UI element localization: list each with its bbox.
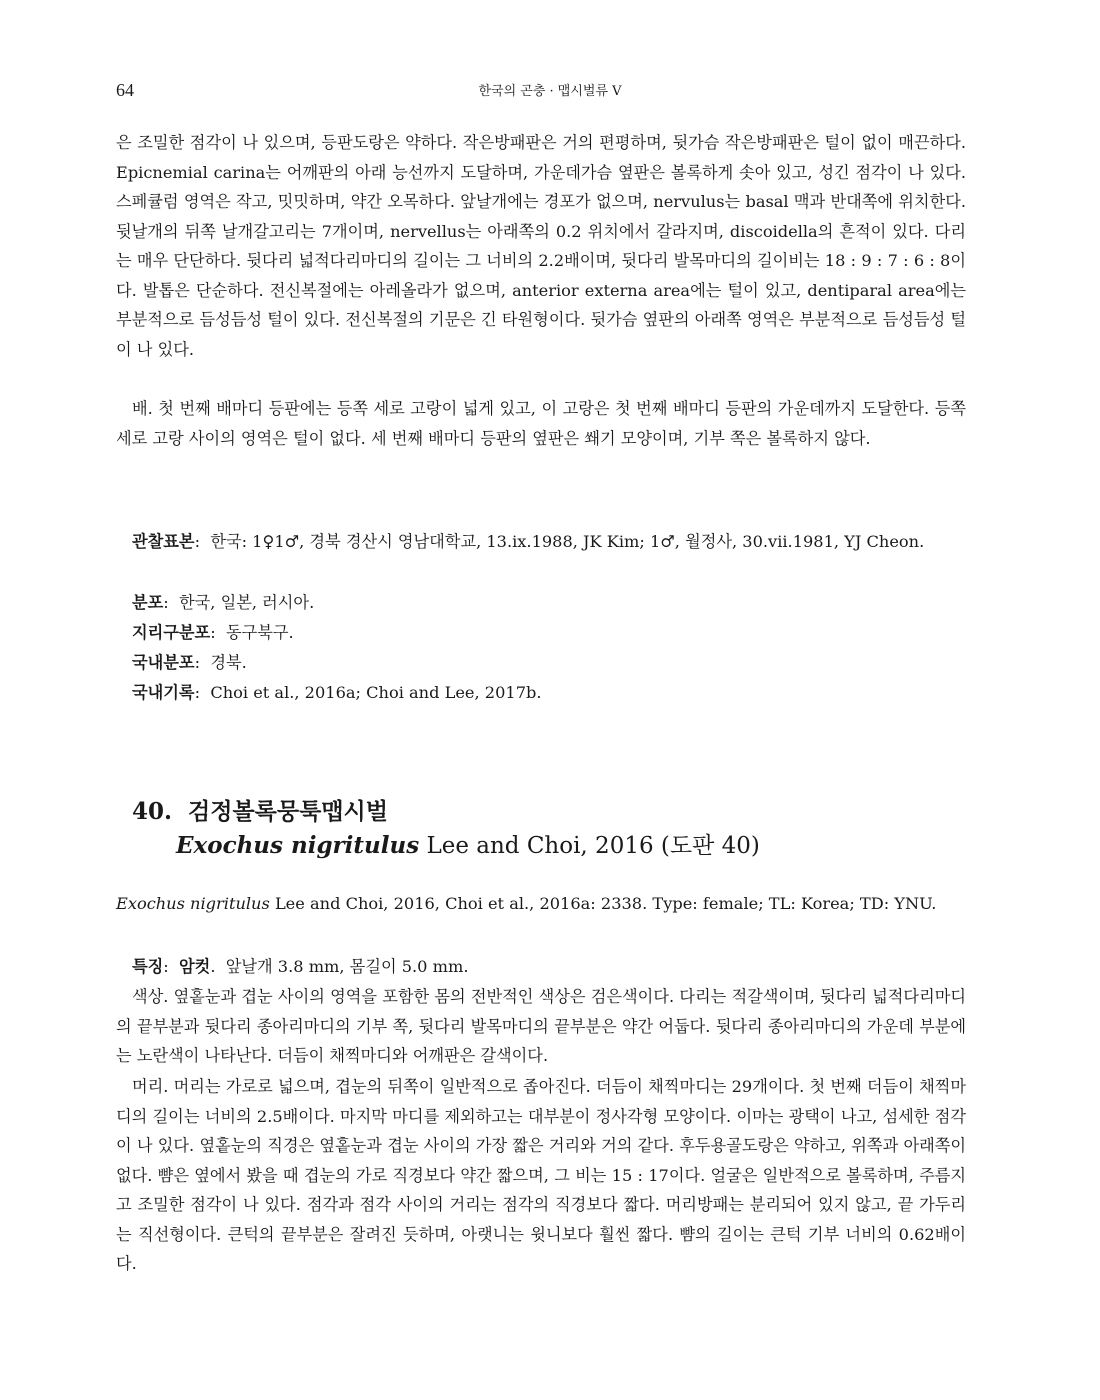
species-number: 40. — [132, 798, 173, 825]
species-heading — [132, 795, 760, 863]
features-label: 특징 — [132, 957, 164, 976]
zoogeographic-line: 지리구분포: 동구북구. — [132, 623, 294, 642]
distribution-line: 분포: 한국, 일본, 러시아. — [132, 593, 315, 612]
domestic-distribution-label: 국내분포 — [132, 653, 195, 672]
features-line: 특징: 암컷. 앞날개 3.8 mm, 몸길이 5.0 mm. — [132, 957, 469, 976]
distribution-text: 한국, 일본, 러시아. — [179, 593, 315, 612]
synonymy-text: Lee and Choi, 2016, Choi et al., 2016a: 2338. Type: female; TL: Korea; TD: YNU. — [274, 894, 937, 913]
zoogeographic-text: 동구북구. — [225, 623, 294, 642]
specimens-label: 관찰표본 — [132, 532, 195, 551]
domestic-distribution-text: 경북. — [210, 653, 247, 672]
species-scientific-name: Exochus nigritulus — [176, 832, 420, 859]
continued-description-paragraph: 은 조밀한 점각이 나 있으며, 등판도랑은 약하다. 작은방패판은 거의 편평하며, 뒷가슴 작은방패판은 털이 없이 매끈하다. Epicnemial carina는 어깨판의 아래 능선까지 도달하며, 가운데가슴 옆판은 볼록하게 솟아 있고, 성긴 점각이 나 있다. 스페큘럼 영역은 작고, 밋밋하며, 약간 오목하다. 앞날개에는 경포가 없으며, nervulus는 basal 맥과 반대쪽에 위치한다. 뒷날개의 뒤쪽 날개갈고리는 7개이며, nervellus는 아래쪽의 0.2 위치에서 갈라지며, discoidella의 흔적이 있다. 다리는 매우 단단하다. 뒷다리 넓적다리마디의 길이는 그 너비의 2.2배이며, 뒷다리 발목마디의 길이비는 18 : 9 : 7 : 6 : 8이다. 발톱은 단순하다. 전신복절에는 아레올라가 없으며, anterior externa area에는 털이 있고, dentiparal area에는 부분적으로 듬성듬성 털이 있다. 전신복절의 기문은 긴 타원형이다. 뒷가슴 옆판의 아래쪽 영역은 부분적으로 듬성듬성 털이 나 있다. — [116, 133, 966, 359]
distribution-label: 분포 — [132, 593, 164, 612]
features-text: 앞날개 3.8 mm, 몸길이 5.0 mm. — [225, 957, 469, 976]
species-korean-name: 검정볼록뭉툭맵시벌 — [188, 798, 388, 825]
head-paragraph: 머리. 머리는 가로로 넓으며, 겹눈의 뒤쪽이 일반적으로 좁아진다. 더듬이 채찍마디는 29개이다. 첫 번째 더듬이 채찍마디의 길이는 너비의 2.5배이다. 마지막 마디를 제외하고는 대부분이 정사각형 모양이다. 이마는 광택이 나고, 섬세한 점각이 나 있다. 옆홑눈의 직경은 옆홑눈과 겹눈 사이의 가장 짧은 거리와 거의 같다. 후두용골도랑은 약하고, 위쪽과 아래쪽이 없다. 뺨은 옆에서 봤을 때 겹눈의 가로 직경보다 약간 짧으며, 그 비는 15 : 17이다. 얼굴은 일반적으로 볼록하며, 주름지고 조밀한 점각이 나 있다. 점각과 점각 사이의 거리는 점각의 직경보다 짧다. 머리방패는 분리되어 있지 않고, 끝 가두리는 직선형이다. 큰턱의 끝부분은 잘려진 듯하며, 아랫니는 윗니보다 훨씬 짧다. 뺨의 길이는 큰턱 기부 너비의 0.62배이다. — [116, 1077, 966, 1273]
page-number: 64 — [116, 80, 134, 100]
synonymy-name: Exochus nigritulus — [116, 894, 270, 913]
domestic-records-label: 국내기록 — [132, 683, 195, 702]
domestic-records-text: Choi et al., 2016a; Choi and Lee, 2017b. — [210, 683, 542, 702]
domestic-distribution-line: 국내분포: 경북. — [132, 653, 247, 672]
features-sex: 암컷 — [179, 957, 211, 976]
species-authority: Lee and Choi, 2016 (도판 40) — [426, 833, 760, 859]
synonymy-line — [116, 889, 966, 919]
specimens-text: 한국: 1♀1♂, 경북 경산시 영남대학교, 13.ix.1988, JK Kim; 1♂, 월정사, 30.vii.1981, YJ Cheon. — [210, 532, 925, 551]
color-paragraph: 색상. 옆홑눈과 겹눈 사이의 영역을 포함한 몸의 전반적인 색상은 검은색이다. 다리는 적갈색이며, 뒷다리 넓적다리마디의 끝부분과 뒷다리 종아리마디의 기부 쪽, 뒷다리 발목마디의 끝부분은 약간 어둡다. 뒷다리 종아리마디의 가운데 부분에는 노란색이 나타난다. 더듬이 채찍마디와 어깨판은 갈색이다. — [116, 987, 966, 1065]
zoogeographic-label: 지리구분포 — [132, 623, 211, 642]
abdomen-paragraph: 배. 첫 번째 배마디 등판에는 등쪽 세로 고랑이 넓게 있고, 이 고랑은 첫 번째 배마디 등판의 가운데까지 도달한다. 등쪽 세로 고랑 사이의 영역은 털이 없다. 세 번째 배마디 등판의 옆판은 쐐기 모양이며, 기부 쪽은 볼록하지 않다. — [116, 399, 966, 448]
specimens-paragraph: 관찰표본: 한국: 1♀1♂, 경북 경산시 영남대학교, 13.ix.1988, JK Kim; 1♂, 월정사, 30.vii.1981, YJ Cheon. — [132, 532, 925, 551]
running-title: 한국의 곤충 · 맵시벌류 V — [478, 84, 622, 99]
domestic-records-line: 국내기록: Choi et al., 2016a; Choi and Lee, 2017b. — [132, 683, 542, 702]
species-title-scientific — [132, 829, 760, 863]
species-title-korean — [132, 795, 760, 829]
